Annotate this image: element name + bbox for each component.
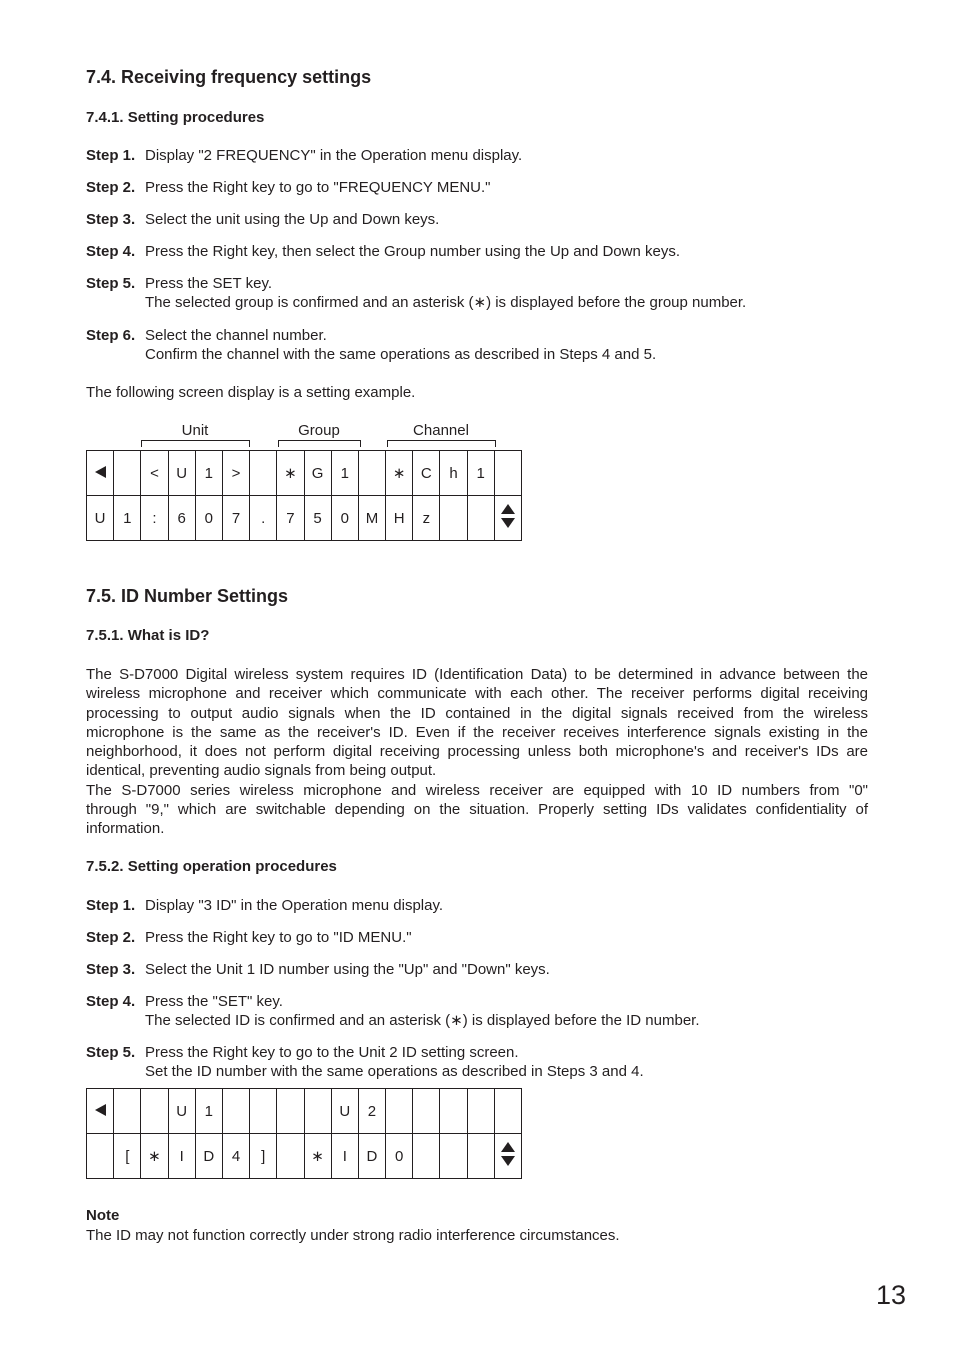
paragraph-line: microphone is the same as the receiver's ID. Even if the receiver receives interference signals existing in the (86, 723, 868, 741)
step-text: Press the Right key, then select the Group number using the Up and Down keys. (145, 243, 681, 260)
display-cell (114, 451, 141, 496)
step-label: Step 1. (86, 897, 136, 914)
display-cell (467, 496, 494, 541)
step-item (86, 326, 876, 364)
frequency-display (86, 450, 522, 541)
display-cell (494, 1134, 521, 1179)
step-item (86, 896, 876, 915)
paragraph-line: processing to output audio signals when the ID contained in the digital signals received from the wireless (86, 704, 868, 722)
display-cell (440, 1089, 467, 1134)
subsection-heading-7-5-2: 7.5.2. Setting operation procedures (86, 858, 337, 875)
step-label: Step 2. (86, 929, 136, 946)
display-cell: 4 (222, 1134, 249, 1179)
display-cell: < (141, 451, 168, 496)
display-row-2 (87, 496, 522, 541)
display-cell (440, 1134, 467, 1179)
display-cell: . (250, 496, 277, 541)
display-cell (250, 1089, 277, 1134)
display-cell (87, 451, 114, 496)
paragraph-line: The S-D7000 series wireless microphone and wireless receiver are equipped with 10 ID numbers from "0" (86, 781, 868, 799)
display-cell (413, 1089, 440, 1134)
step-item (86, 992, 876, 1030)
display-cell (141, 1089, 168, 1134)
step-item (86, 242, 876, 261)
page-number: 13 (875, 1280, 906, 1310)
display-cell: C (413, 451, 440, 496)
step-text-continued: The selected group is confirmed and an asterisk (∗) is displayed before the group number. (145, 294, 747, 311)
display-cell: U (168, 1089, 195, 1134)
paragraph-line: information. (86, 820, 165, 838)
display-cell (494, 451, 521, 496)
display-cell: U (168, 451, 195, 496)
step-item (86, 960, 876, 979)
display-cell: h (440, 451, 467, 496)
display-cell: 6 (168, 496, 195, 541)
left-arrow-icon (95, 466, 106, 478)
left-arrow-icon (95, 1104, 106, 1116)
display-cell: 7 (277, 496, 304, 541)
step-item (86, 928, 876, 947)
display-cell (250, 451, 277, 496)
step-label: Step 3. (86, 961, 136, 978)
display-cell: I (168, 1134, 195, 1179)
step-text: Select the Unit 1 ID number using the "Up" and "Down" keys. (145, 961, 550, 978)
display-cell: ] (250, 1134, 277, 1179)
display-cell: z (413, 496, 440, 541)
step-text: Display "2 FREQUENCY" in the Operation menu display. (145, 147, 523, 164)
unit-label: Unit (181, 422, 209, 439)
step-item (86, 178, 876, 197)
display-cell: ∗ (277, 451, 304, 496)
display-cell (494, 496, 521, 541)
paragraph-line: through "9," which are switchable depending on the situation. Properly setting IDs validates confidentiality of (86, 801, 868, 819)
unit-bracket (141, 440, 250, 447)
note-text: The ID may not function correctly under strong radio interference circumstances. (86, 1227, 620, 1244)
group-bracket (278, 440, 361, 447)
display-cell: 1 (195, 1089, 222, 1134)
step-text: Select the unit using the Up and Down keys. (145, 211, 440, 228)
display-cell: ∗ (304, 1134, 331, 1179)
display-cell: 1 (331, 451, 358, 496)
display-cell: 1 (114, 496, 141, 541)
display-cell: 1 (195, 451, 222, 496)
display-cell (304, 1089, 331, 1134)
paragraph-line: wireless microphone and receiver which communicate with each other. The receiver performs digital receiving (86, 685, 868, 703)
display-cell: 7 (222, 496, 249, 541)
up-down-arrow-icon (501, 1142, 515, 1166)
step-label: Step 5. (86, 1044, 136, 1061)
step-item (86, 146, 876, 165)
note-title: Note (86, 1207, 120, 1224)
display-cell: 1 (467, 451, 494, 496)
step-label: Step 6. (86, 327, 136, 344)
step-label: Step 4. (86, 243, 136, 260)
subsection-heading-7-4-1: 7.4.1. Setting procedures (86, 109, 265, 126)
paragraph-line: neighborhood, it does not perform digital receiving processing unless both microphone's and receiver's IDs are (86, 743, 868, 761)
example-intro: The following screen display is a setting example. (86, 384, 416, 401)
display-cell: D (195, 1134, 222, 1179)
display-cell: H (386, 496, 413, 541)
channel-label: Channel (413, 422, 469, 439)
display-cell: 0 (195, 496, 222, 541)
display-cell (413, 1134, 440, 1179)
display-cell: : (141, 496, 168, 541)
channel-bracket (387, 440, 496, 447)
id-display (86, 1088, 522, 1179)
step-label: Step 5. (86, 275, 136, 292)
step-label: Step 1. (86, 147, 136, 164)
display-cell: M (358, 496, 385, 541)
display-cell (277, 1134, 304, 1179)
display-cell (277, 1089, 304, 1134)
id-description-paragraph (86, 665, 868, 839)
display-row-1 (87, 451, 522, 496)
display-cell: U (87, 496, 114, 541)
step-text: Press the Right key to go to "ID MENU." (145, 929, 412, 946)
display-cell (467, 1089, 494, 1134)
step-text: Press the Right key to go to "FREQUENCY MENU." (145, 179, 491, 196)
display-row-1 (87, 1089, 522, 1134)
display-cell: 0 (386, 1134, 413, 1179)
display-cell: G (304, 451, 331, 496)
paragraph-line: The S-D7000 Digital wireless system requires ID (Identification Data) to be determined in advance between the (86, 666, 868, 683)
step-text-continued: Confirm the channel with the same operations as described in Steps 4 and 5. (145, 346, 657, 363)
step-text: Press the "SET" key. (145, 993, 283, 1010)
display-cell: 0 (331, 496, 358, 541)
display-cell (494, 1089, 521, 1134)
display-cell: > (222, 451, 249, 496)
display-cell: 2 (358, 1089, 385, 1134)
display-cell: D (358, 1134, 385, 1179)
step-item (86, 210, 876, 229)
display-cell (87, 1134, 114, 1179)
section-heading-7-5: 7.5. ID Number Settings (86, 586, 289, 606)
display-cell (440, 496, 467, 541)
step-text: Select the channel number. (145, 327, 327, 344)
section-heading-7-4: 7.4. Receiving frequency settings (86, 67, 372, 87)
display-cell (467, 1134, 494, 1179)
paragraph-line: identical, preventing audio signals from being output. (86, 762, 437, 780)
display-cell: U (331, 1089, 358, 1134)
step-text: Display "3 ID" in the Operation menu display. (145, 897, 444, 914)
display-cell: ∗ (141, 1134, 168, 1179)
step-text: Press the SET key. (145, 275, 272, 292)
step-item (86, 274, 876, 312)
display-cell (114, 1089, 141, 1134)
display-cell (386, 1089, 413, 1134)
up-down-arrow-icon (501, 504, 515, 528)
step-label: Step 2. (86, 179, 136, 196)
display-cell: [ (114, 1134, 141, 1179)
display-cell: I (331, 1134, 358, 1179)
subsection-heading-7-5-1: 7.5.1. What is ID? (86, 627, 210, 644)
display-cell (358, 451, 385, 496)
step-text-continued: The selected ID is confirmed and an asterisk (∗) is displayed before the ID number. (145, 1012, 700, 1029)
step-text: Press the Right key to go to the Unit 2 ID setting screen. (145, 1044, 519, 1061)
step-item (86, 1043, 876, 1081)
step-label: Step 3. (86, 211, 136, 228)
display-cell (87, 1089, 114, 1134)
group-label: Group (298, 422, 340, 439)
display-cell: ∗ (386, 451, 413, 496)
display-cell: 5 (304, 496, 331, 541)
step-text-continued: Set the ID number with the same operations as described in Steps 3 and 4. (145, 1063, 644, 1080)
step-label: Step 4. (86, 993, 136, 1010)
display-cell (222, 1089, 249, 1134)
display-row-2 (87, 1134, 522, 1179)
